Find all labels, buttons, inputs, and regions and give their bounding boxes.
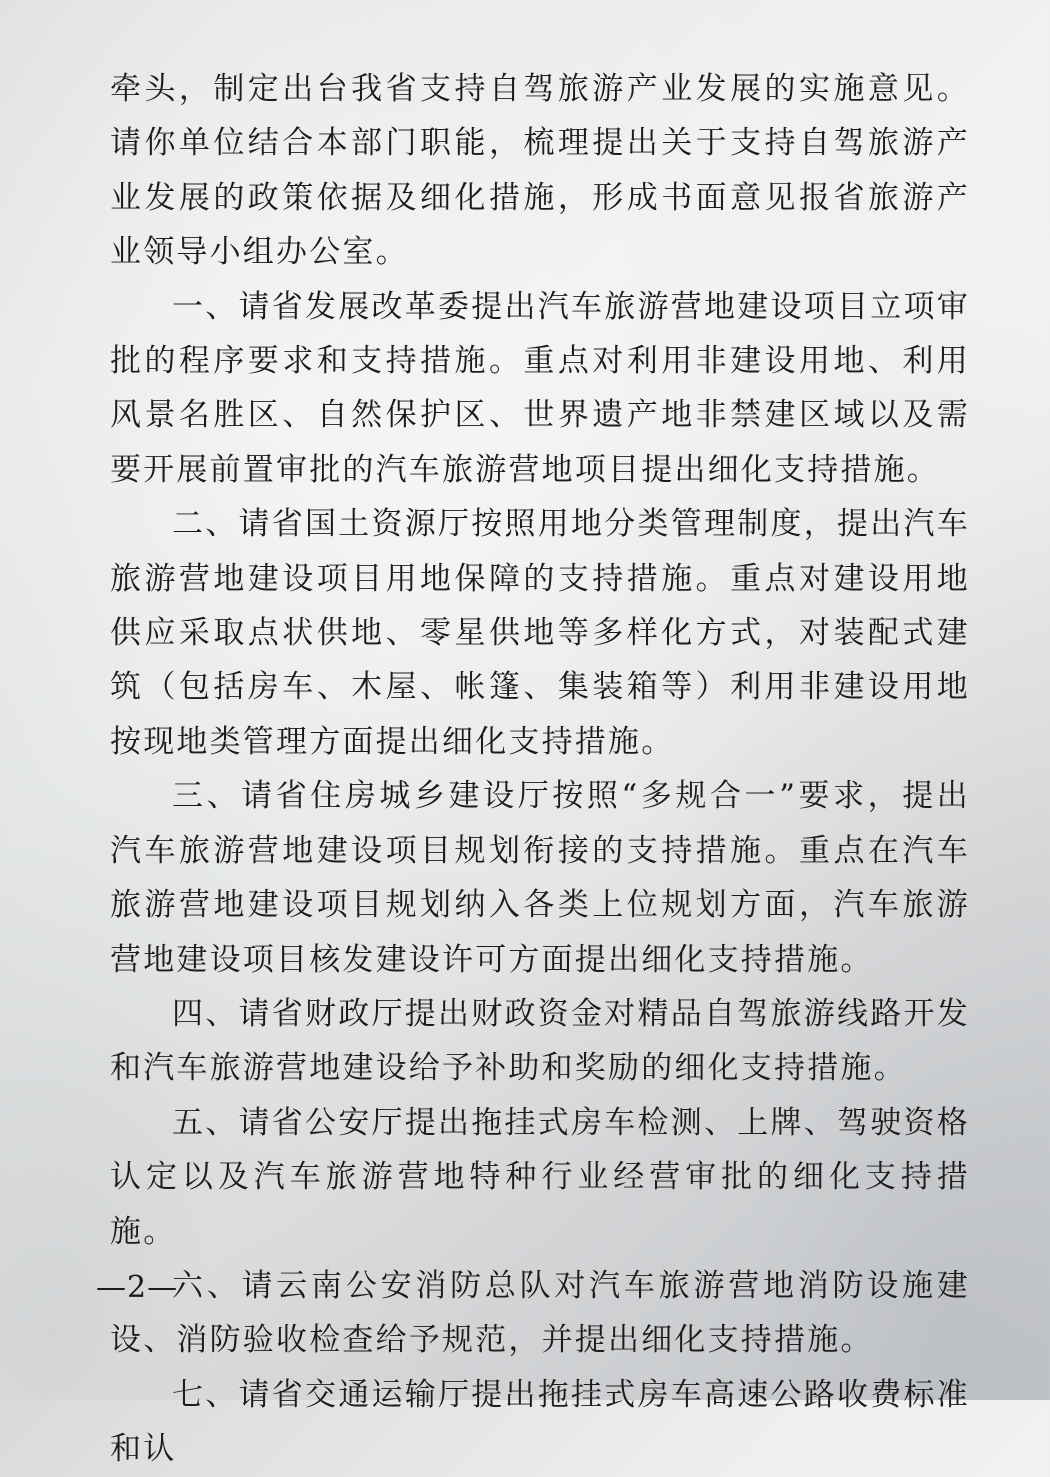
paragraph-item-3: 三、请省住房城乡建设厅按照“多规合一”要求，提出汽车旅游营地建设项目规划衔接的支持措施。重点在汽车旅游营地建设项目规划纳入各类上位规划方面，汽车旅游营地建设项目核发建设许可方面提出细化支持措施。 <box>110 778 970 978</box>
page-number: —2— <box>96 1270 179 1305</box>
paragraph-continuation: 牵头，制定出台我省支持自驾旅游产业发展的实施意见。请你单位结合本部门职能，梳理提出关于支持自驾旅游产业发展的政策依据及细化措施，形成书面意见报省旅游产业领导小组办公室。 <box>110 71 970 271</box>
document-body <box>110 62 970 1477</box>
paragraph-item-2: 二、请省国土资源厅按照用地分类管理制度，提出汽车旅游营地建设项目用地保障的支持措施。重点对建设用地供应采取点状供地、零星供地等多样化方式，对装配式建筑（包括房车、木屋、帐篷、集装箱等）利用非建设用地按现地类管理方面提出细化支持措施。 <box>110 506 970 760</box>
paragraph-item-4: 四、请省财政厅提出财政资金对精品自驾旅游线路开发和汽车旅游营地建设给予补助和奖励的细化支持措施。 <box>110 995 970 1087</box>
paragraph-item-5: 五、请省公安厅提出拖挂式房车检测、上牌、驾驶资格认定以及汽车旅游营地特种行业经营审批的细化支持措施。 <box>110 1104 970 1250</box>
paragraph-item-7: 七、请省交通运输厅提出拖挂式房车高速公路收费标准和认 <box>110 1376 970 1468</box>
paragraph-item-6: 六、请云南公安消防总队对汽车旅游营地消防设施建设、消防验收检查给予规范，并提出细化支持措施。 <box>110 1267 970 1359</box>
paragraph-item-1: 一、请省发展改革委提出汽车旅游营地建设项目立项审批的程序要求和支持措施。重点对利用非建设用地、利用风景名胜区、自然保护区、世界遗产地非禁建区域以及需要开展前置审批的汽车旅游营地项目提出细化支持措施。 <box>110 288 970 488</box>
